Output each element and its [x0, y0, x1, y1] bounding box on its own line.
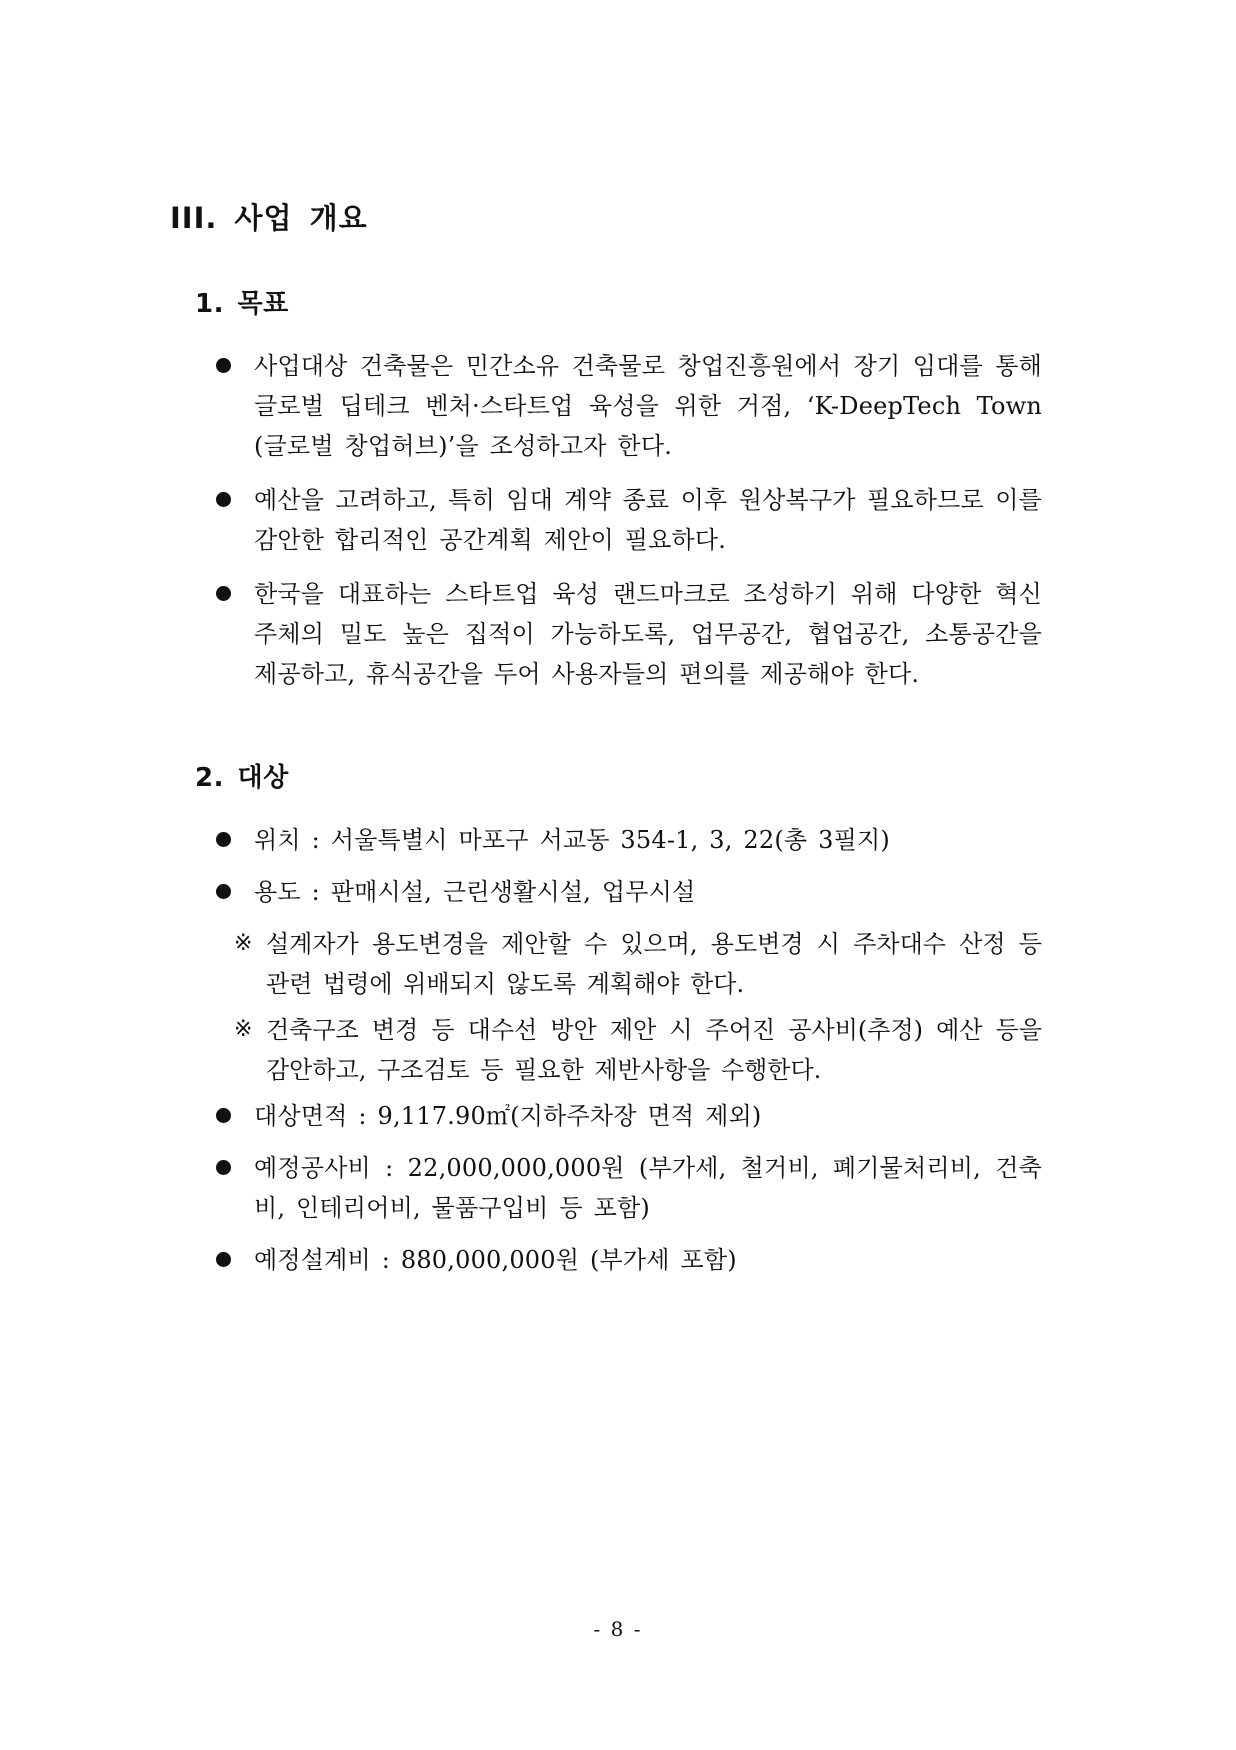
list-item-design-cost: [212, 1240, 1042, 1280]
bullet-text: 대상면적 : 9,117.90㎡(지하주차장 면적 제외): [254, 1102, 762, 1130]
bullet-text: 사업대상 건축물은 민간소유 건축물로 창업진흥원에서 장기 임대를 통해 글로벌 딥테크 벤처·스타트업 육성을 위한 거점, ‘K-DeepTech Town (글로벌 창업허브)’을 조성하고자 한다.: [254, 352, 1042, 460]
chapter-title: III. 사업 개요: [170, 201, 368, 235]
list-item-usage: [212, 872, 1042, 912]
bullet-text: 예산을 고려하고, 특히 임대 계약 종료 이후 원상복구가 필요하므로 이를 감안한 합리적인 공간계획 제안이 필요하다.: [254, 486, 1042, 554]
bullet-icon: [216, 586, 231, 601]
list-item-area: [212, 1096, 1042, 1136]
bullet-icon: [216, 358, 231, 373]
bullet-icon: [216, 1160, 231, 1175]
list-item-location: [212, 820, 1042, 860]
page-number: - 8 -: [593, 1617, 643, 1641]
list-item-construction-cost: [212, 1148, 1042, 1228]
note-item: [234, 924, 1042, 1004]
note-item: [234, 1010, 1042, 1090]
bullet-icon: [216, 1252, 231, 1267]
bullet-text: 위치 : 서울특별시 마포구 서교동 354-1, 3, 22(총 3필지): [254, 826, 890, 854]
list-item: [212, 346, 1042, 466]
section-title-target: 2. 대상: [195, 763, 289, 793]
target-bullet-list: [212, 820, 1042, 1292]
note-text: 건축구조 변경 등 대수선 방안 제안 시 주어진 공사비(추정) 예산 등을 감안하고, 구조검토 등 필요한 제반사항을 수행한다.: [266, 1016, 1042, 1084]
bullet-text: 용도 : 판매시설, 근린생활시설, 업무시설: [254, 878, 696, 906]
reference-mark-icon: ※: [234, 931, 253, 956]
list-item: [212, 480, 1042, 560]
bullet-icon: [216, 884, 231, 899]
note-text: 설계자가 용도변경을 제안할 수 있으며, 용도변경 시 주차대수 산정 등 관련 법령에 위배되지 않도록 계획해야 한다.: [266, 930, 1042, 998]
list-item: [212, 574, 1042, 694]
bullet-text: 한국을 대표하는 스타트업 육성 랜드마크로 조성하기 위해 다양한 혁신주체의 밀도 높은 집적이 가능하도록, 업무공간, 협업공간, 소통공간을 제공하고, 휴식공간을 두어 사용자들의 편의를 제공해야 한다.: [254, 580, 1042, 688]
bullet-text: 예정공사비 : 22,000,000,000원 (부가세, 철거비, 폐기물처리비, 건축비, 인테리어비, 물품구입비 등 포함): [254, 1154, 1042, 1222]
goal-bullet-list: [212, 346, 1042, 708]
bullet-icon: [216, 832, 231, 847]
section-title-goal: 1. 목표: [195, 289, 289, 319]
bullet-icon: [216, 492, 231, 507]
bullet-icon: [216, 1108, 231, 1123]
reference-mark-icon: ※: [234, 1017, 253, 1042]
bullet-text: 예정설계비 : 880,000,000원 (부가세 포함): [254, 1246, 737, 1274]
